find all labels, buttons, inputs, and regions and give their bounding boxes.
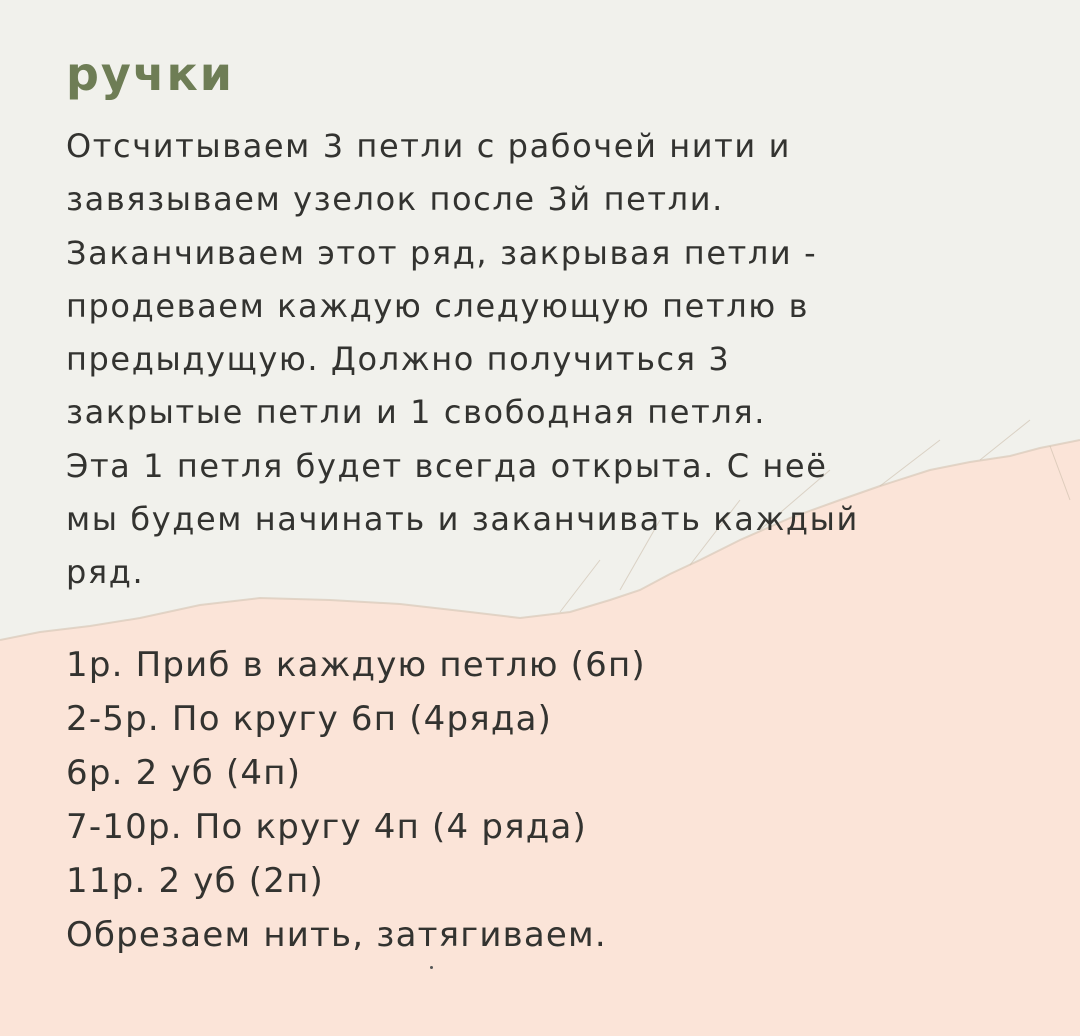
instruction-row: 11р. 2 уб (2п)	[66, 861, 324, 901]
instruction-row: 6р. 2 уб (4п)	[66, 753, 302, 793]
cropped-script-decoration	[735, 0, 995, 8]
intro-line: ряд.	[66, 553, 145, 592]
intro-line: Эта 1 петля будет всегда открыта. С неё	[66, 446, 828, 485]
instruction-row: 2-5р. По кругу 6п (4ряда)	[66, 699, 553, 739]
row-instructions-list	[66, 638, 1056, 962]
intro-paragraph	[66, 120, 1056, 600]
intro-line: завязываем узелок после 3й петли.	[66, 180, 724, 219]
instruction-row: 1р. Приб в каждую петлю (6п)	[66, 645, 646, 685]
cropped-text-fragment	[735, 0, 995, 8]
instruction-row: 7-10р. По кругу 4п (4 ряда)	[66, 807, 587, 847]
intro-line: Отсчитываем 3 петли с рабочей нити и	[66, 127, 791, 165]
section-heading: ручки	[66, 47, 234, 101]
decorative-dot	[430, 966, 433, 969]
intro-line: закрытые петли и 1 свободная петля.	[66, 393, 767, 432]
intro-line: мы будем начинать и заканчивать каждый	[66, 500, 859, 539]
intro-line: предыдущую. Должно получиться 3	[66, 340, 731, 379]
instruction-row: Обрезаем нить, затягиваем.	[66, 915, 607, 955]
intro-line: Заканчиваем этот ряд, закрывая петли -	[66, 233, 818, 272]
intro-line: продеваем каждую следующую петлю в	[66, 286, 810, 325]
